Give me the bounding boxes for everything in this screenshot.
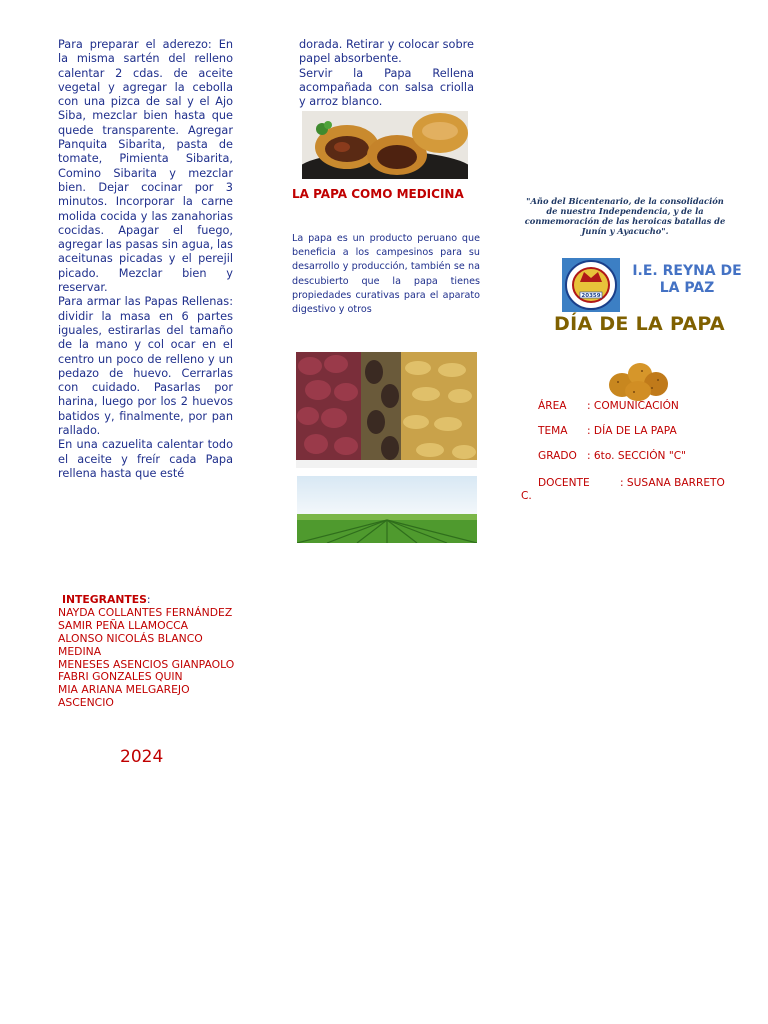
- info-value: : COMUNICACIÓN: [587, 400, 679, 412]
- info-value: : 6to. SECCIÓN "C": [587, 450, 686, 462]
- member-name: SAMIR PEÑA LLAMOCCA: [58, 618, 189, 632]
- potato-varieties-photo: [296, 352, 477, 468]
- recipe-paragraph: En una cazuelita calentar todo el aceite y freír cada Papa rellena hasta que esté: [58, 438, 233, 480]
- info-label: ÁREA: [538, 400, 567, 412]
- info-topic: [521, 425, 741, 438]
- info-teacher: [521, 477, 736, 503]
- info-value: : DÍA DE LA PAPA: [587, 425, 677, 437]
- motto-text: "Año del Bicentenario, de la consolidación de nuestra Independencia, y de la conmemoración de las heroicas batallas de Junín y Ayacucho".: [524, 196, 726, 236]
- recipe-paragraph: dorada. Retirar y colocar sobre papel absorbente.: [299, 38, 474, 66]
- school-name: I.E. REYNA DE LA PAZ: [632, 263, 742, 296]
- medicine-title: LA PAPA COMO MEDICINA: [292, 187, 464, 201]
- recipe-paragraph: Para preparar el aderezo: En la misma sartén del relleno calentar 2 cdas. de aceite vegetal y agregar la cebolla con una pizca de sal y el Ajo Siba, mezclar bien hasta que quede transparente. Agregar Panquita Sibarita, pasta de tomate, Pimienta Sibarita, Comino Sibarita y mezclar bien. Dejar cocinar por 3 minutos. Incorporar la carne molida cocida y las zanahorias cocidas. Apagar el fuego, agregar las pasas sin agua, las aceitunas picadas y el perejil picado. Mezclar bien y reservar.: [58, 38, 233, 295]
- member-name: NAYDA COLLANTES FERNÁNDEZ: [58, 605, 233, 619]
- info-label: DOCENTE: [538, 477, 590, 489]
- seal-number: 20359: [581, 293, 601, 299]
- recipe-paragraph: Para armar las Papas Rellenas: dividir la masa en 6 partes iguales, estirarlas del tamaño de la mano y col ocar en el centro un poco de relleno y un pedazo de huevo. Cerrarlas con cuidado. Pasarlas por harina, luego por los 2 huevos batidos y, finalmente, por pan rallado.: [58, 295, 233, 438]
- recipe-text-column-1: [58, 38, 233, 481]
- member-name: MENESES ASENCIOS GIANPAOLO: [58, 657, 235, 671]
- year-text: 2024: [120, 747, 164, 767]
- info-grade: [521, 450, 741, 463]
- member-name: FABRI GONZALES QUIN: [58, 670, 183, 684]
- recipe-text-column-2: [299, 38, 474, 109]
- recipe-paragraph: Servir la Papa Rellena acompañada con salsa criolla y arroz blanco.: [299, 66, 474, 109]
- info-label: TEMA: [538, 425, 568, 437]
- members-heading: INTEGRANTES: [62, 593, 147, 606]
- member-name: MIA ARIANA MELGAREJO ASCENCIO: [58, 683, 190, 710]
- info-area: [521, 400, 741, 413]
- member-name: ALONSO NICOLÁS BLANCO MEDINA: [58, 631, 203, 658]
- papa-rellena-photo: [302, 111, 468, 179]
- info-value: : SUSANA BARRETO C.: [521, 477, 725, 502]
- medicine-text: La papa es un producto peruano que beneficia a los campesinos para su desarrollo y producción, también se na descubierto que la papa tienes propiedades curativas para el aparato digestivo y otros: [292, 233, 480, 316]
- cover-title: DÍA DE LA PAPA: [554, 313, 725, 335]
- school-seal: [562, 258, 620, 312]
- info-label: GRADO: [538, 450, 577, 462]
- potatoes-illustration: [606, 360, 670, 402]
- potato-field-photo: [297, 476, 477, 543]
- members-list: INTEGRANTES: NAYDA COLLANTES FERNÁNDEZ SAMIR PEÑA LLAMOCCA ALONSO NICOLÁS BLANCO MEDINA MENESES ASENCIOS GIANPAOLO FABRI GONZALES QUIN MIA ARIANA MELGAREJO ASCENCIO: [58, 594, 248, 710]
